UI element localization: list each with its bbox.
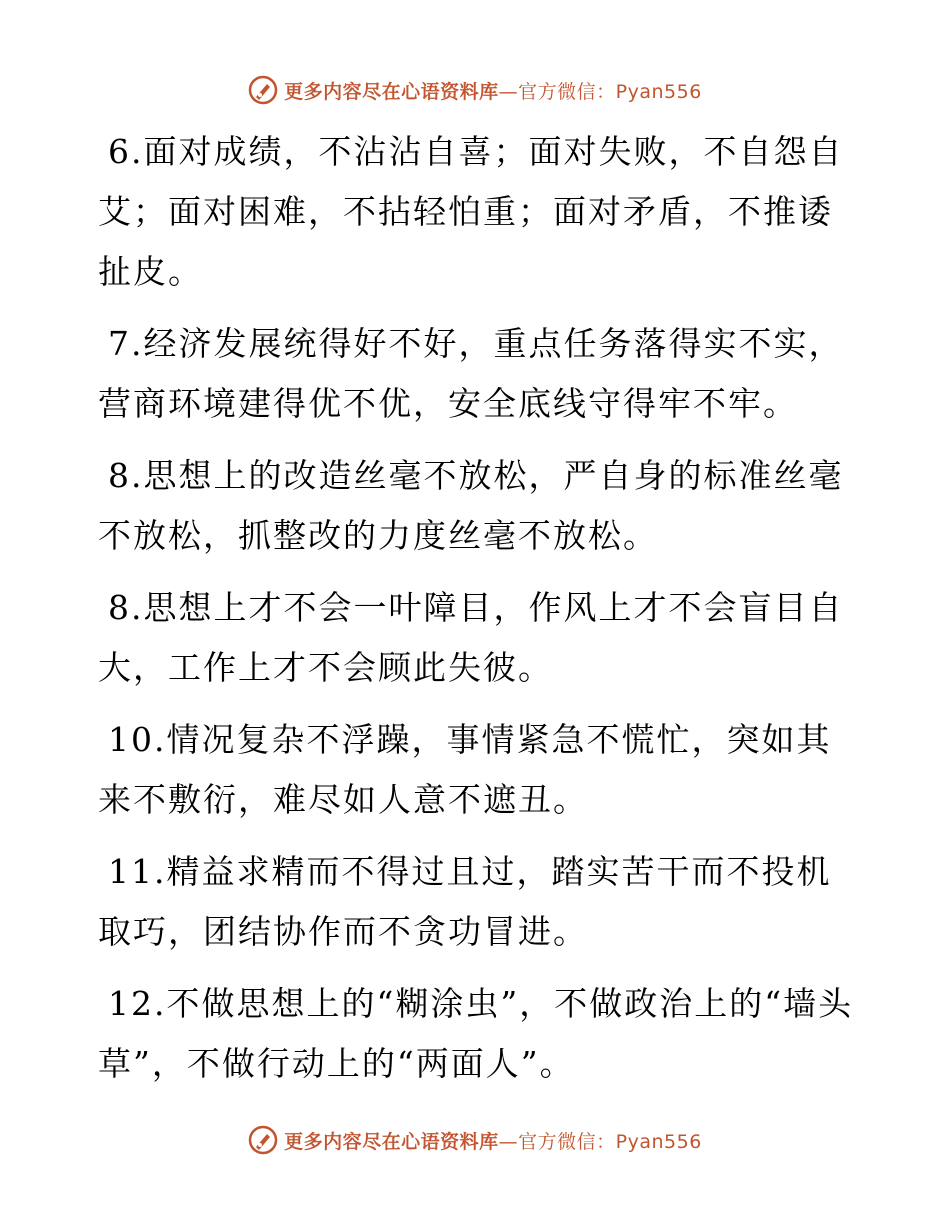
paragraph-6 (98, 122, 858, 302)
paragraph-10 (98, 710, 858, 830)
paragraph-text: 精益求精而不得过且过，踏实苦干而不投机取巧，团结协作而不贪功冒进。 (98, 852, 832, 951)
paragraph-text: 不做思想上的“糊涂虫”，不做政治上的“墙头草”，不做行动上的“两面人”。 (98, 984, 854, 1083)
watermark-contact-text: 官方微信：Pyan556 (518, 80, 702, 103)
paragraph-text: 面对成绩，不沾沾自喜；面对失败，不自怨自艾；面对困难，不拈轻怕重；面对矛盾，不推诿扯皮。 (98, 132, 844, 291)
paragraph-number: 10. (108, 720, 167, 759)
paragraph-number: 12. (108, 984, 167, 1023)
paragraph-8a (98, 446, 858, 566)
paragraph-12 (98, 974, 858, 1094)
pen-logo-icon (248, 75, 278, 105)
watermark-contact-text: 官方微信：Pyan556 (518, 1130, 702, 1153)
paragraph-number: 8. (108, 588, 144, 627)
paragraph-number: 8. (108, 456, 144, 495)
watermark-separator: — (498, 80, 519, 103)
document-body (98, 122, 858, 1106)
paragraph-number: 11. (108, 852, 167, 891)
paragraph-number: 6. (108, 132, 144, 171)
footer-watermark (0, 1120, 950, 1160)
paragraph-text: 思想上才不会一叶障目，作风上才不会盲目自大，工作上才不会顾此失彼。 (98, 588, 844, 687)
paragraph-8b (98, 578, 858, 698)
paragraph-text: 经济发展统得好不好，重点任务落得实不实，营商环境建得优不优，安全底线守得牢不牢。 (98, 324, 844, 423)
paragraph-7 (98, 314, 858, 434)
watermark-separator: — (498, 1130, 519, 1153)
pen-logo-icon (248, 1125, 278, 1155)
watermark-brand-text: 更多内容尽在心语资料库 (284, 1130, 499, 1153)
watermark-brand-text: 更多内容尽在心语资料库 (284, 80, 499, 103)
paragraph-text: 思想上的改造丝毫不放松，严自身的标准丝毫不放松，抓整改的力度丝毫不放松。 (98, 456, 844, 555)
paragraph-11 (98, 842, 858, 962)
header-watermark (0, 70, 950, 110)
paragraph-number: 7. (108, 324, 144, 363)
paragraph-text: 情况复杂不浮躁，事情紧急不慌忙，突如其来不敷衍，难尽如人意不遮丑。 (98, 720, 832, 819)
